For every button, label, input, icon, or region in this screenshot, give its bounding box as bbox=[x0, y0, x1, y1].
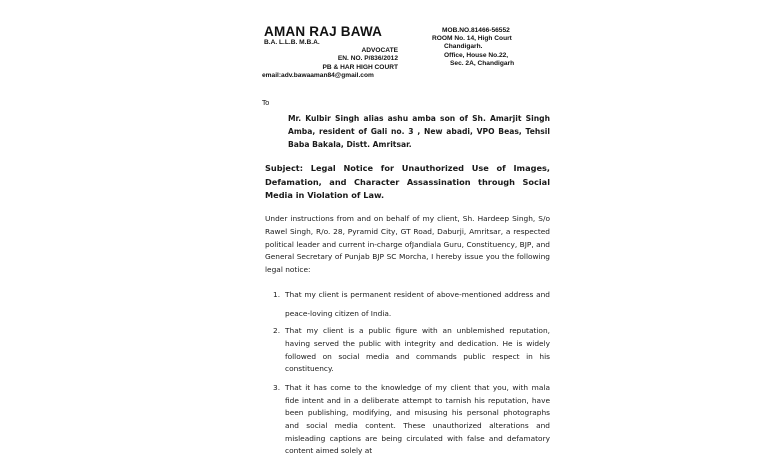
letterhead-right bbox=[432, 27, 552, 68]
room-city: Chandigarh. bbox=[444, 43, 483, 51]
point-text: That my client is permanent resident of above-mentioned address and peace-loving citizen of India. bbox=[285, 290, 550, 318]
point-number: 2. bbox=[273, 326, 281, 335]
addressee-block: Mr. Kulbir Singh alias ashu amba son of Sh. Amarjit Singh Amba, resident of Gali no. 3 , New abadi, VPO Beas, Tehsil Baba Bakala, Distt. Amritsar. bbox=[288, 114, 550, 149]
mobile-number: MOB.NO.81466-56552 bbox=[442, 27, 510, 34]
advocate-email: email:adv.bawaaman84@gmail.com bbox=[262, 71, 374, 79]
point-text: That it has come to the knowledge of my client that you, with mala fide intent and in a deliberate attempt to tarnish his reputation, have been publishing, modifying, and misusing his personal photographs and social media content. These unauthorized alterations and misleading captions are being circulated with false and defamatory content aimed solely at bbox=[285, 383, 550, 456]
notice-point bbox=[265, 382, 550, 458]
advocate-title: ADVOCATE bbox=[361, 47, 398, 55]
advocate-degree: B.A. L.L.B. M.B.A. bbox=[264, 39, 320, 46]
point-number: 3. bbox=[273, 383, 281, 393]
subject-line: Subject: Legal Notice for Unauthorized Use of Images, Defamation, and Character Assassination through Social Media in Violation of Law. bbox=[265, 163, 550, 200]
advocate-name: AMAN RAJ BAWA bbox=[264, 24, 383, 39]
room-address: ROOM No. 14, High Court bbox=[432, 35, 512, 43]
point-text: That my client is a public figure with an unblemished reputation, having served the public with integrity and dedication. He is widely followed on social media and commands public respect in his constituency. bbox=[285, 326, 550, 374]
office-sector: Sec. 2A, Chandigarh bbox=[450, 59, 515, 67]
court-name: PB & HAR HIGH COURT bbox=[322, 63, 398, 71]
notice-point bbox=[265, 285, 550, 323]
enrollment-number: EN. NO. P/836/2012 bbox=[337, 55, 398, 63]
intro-paragraph: Under instructions from and on behalf of my client, Sh. Hardeep Singh, S/o Rawel Singh, R/o. 28, Pyramid City, GT Road, Daburji, Amritsar, a respected political leader and current in-charge ofJandiala Guru, Constituency, BJP, and General Secretary of Punjab BJP SC Morcha, I hereby issue you the following legal notice: bbox=[265, 214, 550, 275]
office-address: Office, House No.22, bbox=[444, 51, 509, 59]
notice-point bbox=[265, 325, 550, 376]
notice-points-list bbox=[265, 285, 550, 464]
letterhead-left bbox=[264, 24, 400, 80]
point-number: 1. bbox=[273, 290, 281, 299]
to-label: To bbox=[262, 99, 270, 107]
